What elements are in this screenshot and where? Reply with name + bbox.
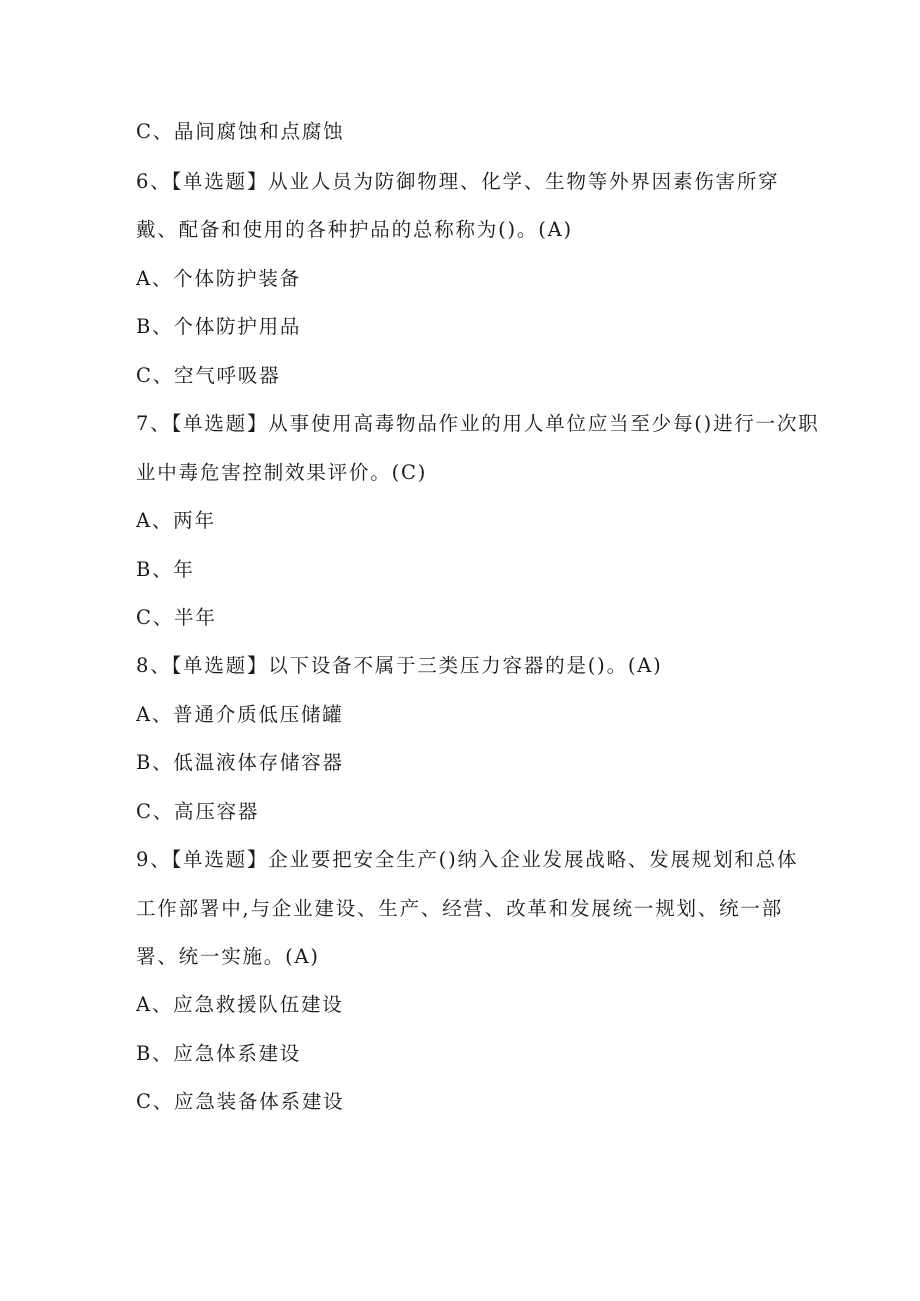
q9-question-line-3: 署、统一实施。(A): [136, 945, 320, 968]
q6-question-line-2: 戴、配备和使用的各种护品的总称称为()。(A): [136, 218, 573, 241]
q9-question-line-2: 工作部署中,与企业建设、生产、经营、改革和发展统一规划、统一部: [136, 897, 783, 920]
q9-option-a: A、应急救援队伍建设: [136, 993, 344, 1016]
q9-question-line-1: 9、【单选题】企业要把安全生产()纳入企业发展战略、发展规划和总体: [136, 848, 799, 871]
q9-option-b: B、应急体系建设: [136, 1042, 302, 1065]
q9-option-c: C、应急装备体系建设: [136, 1090, 345, 1113]
q6-question-line-1: 6、【单选题】从业人员为防御物理、化学、生物等外界因素伤害所穿: [136, 170, 780, 193]
q7-option-a: A、两年: [136, 509, 216, 532]
q6-option-b: B、个体防护用品: [136, 315, 302, 338]
q8-option-b: B、低温液体存储容器: [136, 751, 344, 774]
q6-option-a: A、个体防护装备: [136, 267, 301, 290]
q7-question-line-1: 7、【单选题】从事使用高毒物品作业的用人单位应当至少每()进行一次职: [136, 412, 820, 435]
q8-question-line-1: 8、【单选题】以下设备不属于三类压力容器的是()。(A): [136, 654, 663, 677]
q7-option-b: B、年: [136, 558, 195, 581]
q6-option-c: C、空气呼吸器: [136, 364, 281, 387]
q8-option-a: A、普通介质低压储罐: [136, 703, 344, 726]
q5-option-c: C、晶间腐蚀和点腐蚀: [136, 120, 345, 143]
q8-option-c: C、高压容器: [136, 800, 260, 823]
q7-question-line-2: 业中毒危害控制效果评价。(C): [136, 461, 428, 484]
q7-option-c: C、半年: [136, 606, 217, 629]
